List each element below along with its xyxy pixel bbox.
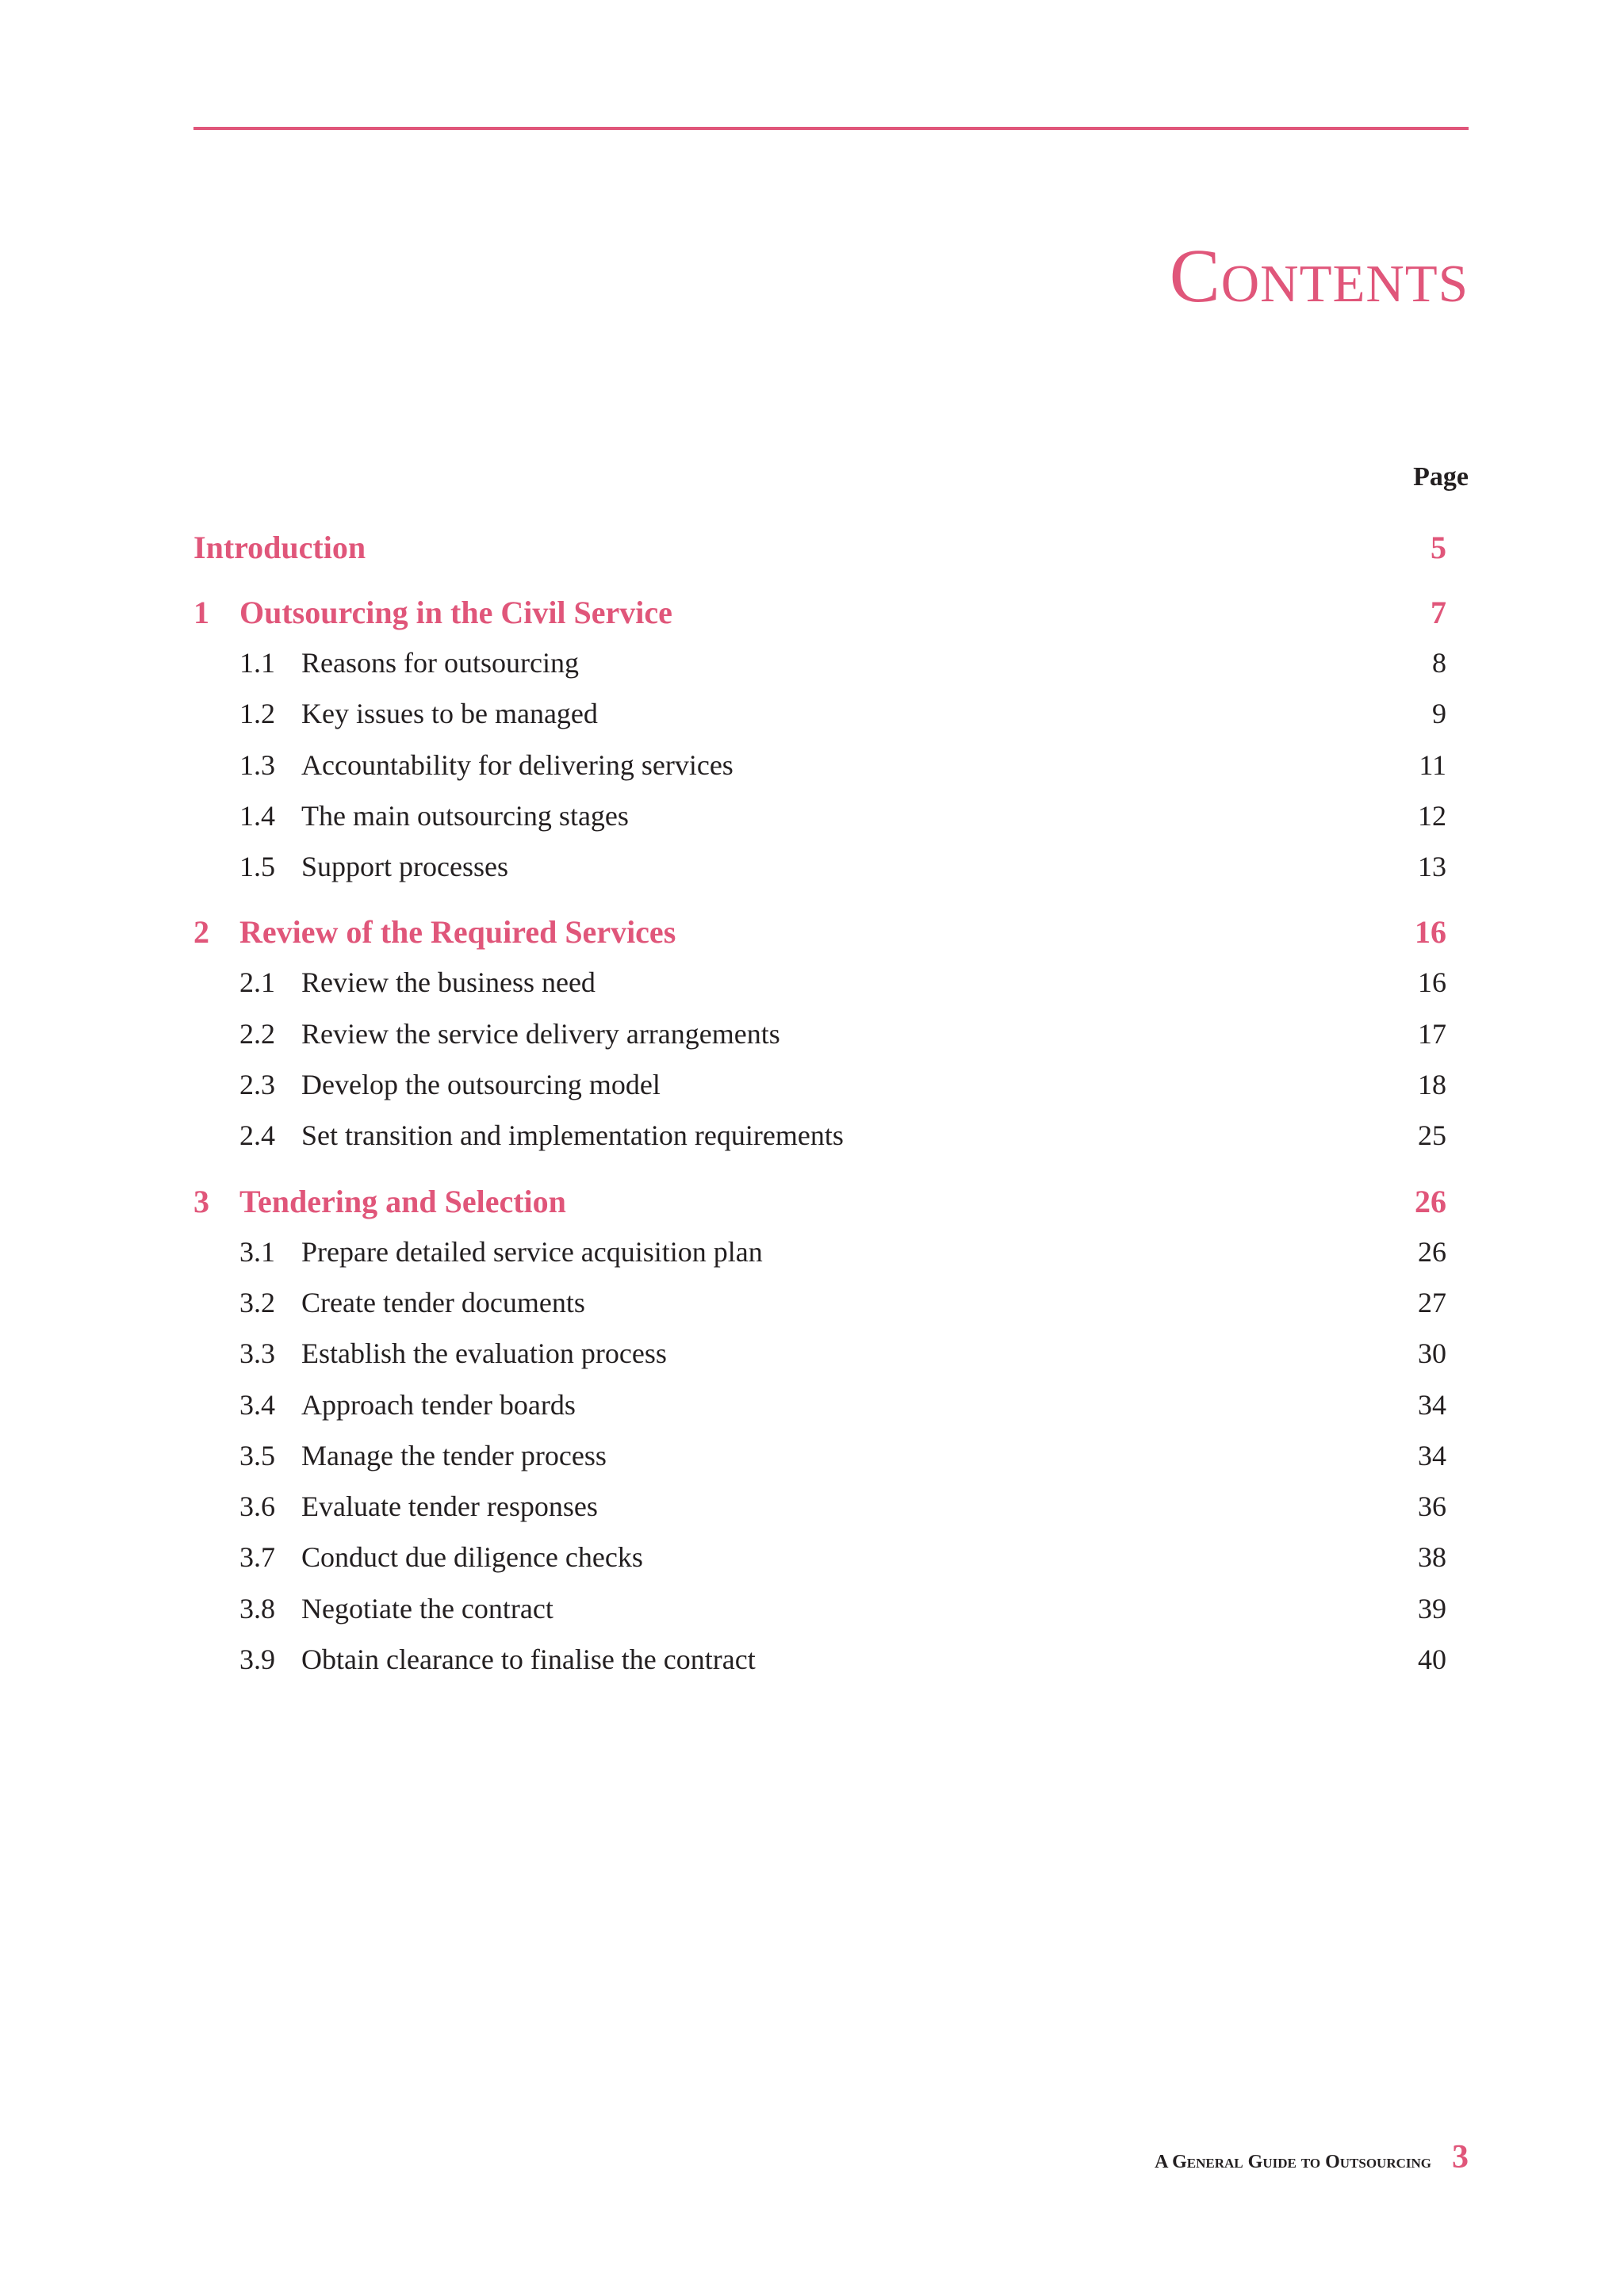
entry-number: 3.6 bbox=[239, 1490, 275, 1523]
entry-number: 3.4 bbox=[239, 1388, 275, 1421]
entry-number: 2.1 bbox=[239, 966, 275, 999]
entry-page-number: 12 bbox=[1418, 799, 1446, 832]
section-title: Introduction bbox=[193, 530, 366, 565]
toc-section bbox=[193, 523, 1469, 572]
section-page-number: 5 bbox=[1431, 530, 1446, 565]
section-number: 1 bbox=[193, 595, 209, 630]
entry-title: Review the business need bbox=[301, 966, 596, 999]
entry-page-number: 27 bbox=[1418, 1286, 1446, 1318]
section-page-number: 16 bbox=[1415, 914, 1446, 951]
toc-entry[interactable] bbox=[193, 1226, 1469, 1277]
toc-entry[interactable] bbox=[193, 1481, 1469, 1532]
entry-title: Create tender documents bbox=[301, 1286, 585, 1318]
entry-title: Review the service delivery arrangements bbox=[301, 1017, 780, 1050]
entry-number: 3.5 bbox=[239, 1439, 275, 1471]
section-page-number: 7 bbox=[1431, 595, 1446, 630]
entry-page-number: 16 bbox=[1418, 966, 1446, 999]
toc-entry[interactable] bbox=[193, 790, 1469, 841]
entry-title: Reasons for outsourcing bbox=[301, 647, 579, 679]
entry-title: Negotiate the contract bbox=[301, 1592, 553, 1624]
entry-number: 1.5 bbox=[239, 851, 275, 883]
toc-entry[interactable] bbox=[193, 740, 1469, 790]
entry-number: 1.2 bbox=[239, 698, 275, 730]
entry-number: 3.2 bbox=[239, 1286, 275, 1318]
entry-number: 3.8 bbox=[239, 1592, 275, 1624]
toc-entry[interactable] bbox=[193, 688, 1469, 739]
page-title: Contents bbox=[1169, 233, 1469, 318]
entry-page-number: 40 bbox=[1418, 1644, 1446, 1676]
page-footer bbox=[1155, 2141, 1469, 2174]
entry-number: 1.4 bbox=[239, 799, 275, 832]
section-page-number: 26 bbox=[1415, 1183, 1446, 1219]
toc-section bbox=[193, 908, 1469, 1161]
entry-page-number: 34 bbox=[1418, 1439, 1446, 1471]
toc-entry[interactable] bbox=[193, 1328, 1469, 1379]
page-column-header: Page bbox=[1413, 462, 1469, 492]
entry-title: Conduct due diligence checks bbox=[301, 1541, 643, 1574]
section-number: 2 bbox=[193, 914, 209, 951]
toc-section bbox=[193, 1177, 1469, 1686]
entry-page-number: 25 bbox=[1418, 1119, 1446, 1152]
entry-page-number: 36 bbox=[1418, 1490, 1446, 1523]
toc-section bbox=[193, 588, 1469, 892]
entry-page-number: 30 bbox=[1418, 1337, 1446, 1370]
section-number: 3 bbox=[193, 1183, 209, 1219]
entry-number: 3.7 bbox=[239, 1541, 275, 1574]
entry-page-number: 18 bbox=[1418, 1069, 1446, 1101]
toc-entry[interactable] bbox=[193, 1380, 1469, 1430]
footer-page-number: 3 bbox=[1452, 2139, 1469, 2175]
toc-entry[interactable] bbox=[193, 1583, 1469, 1634]
entry-page-number: 34 bbox=[1418, 1388, 1446, 1421]
entry-title: Key issues to be managed bbox=[301, 698, 598, 730]
toc-entry[interactable] bbox=[193, 957, 1469, 1008]
entry-number: 2.2 bbox=[239, 1017, 275, 1050]
toc-entry[interactable] bbox=[193, 1430, 1469, 1481]
toc-entry[interactable] bbox=[193, 1059, 1469, 1110]
entry-page-number: 26 bbox=[1418, 1235, 1446, 1268]
entry-page-number: 9 bbox=[1432, 698, 1446, 730]
toc-entry[interactable] bbox=[193, 1532, 1469, 1582]
entry-number: 2.3 bbox=[239, 1069, 275, 1101]
toc-section-heading[interactable] bbox=[193, 1177, 1469, 1226]
section-title: Tendering and Selection bbox=[239, 1183, 566, 1219]
toc-entry[interactable] bbox=[193, 1008, 1469, 1059]
toc-entry[interactable] bbox=[193, 637, 1469, 688]
entry-page-number: 11 bbox=[1419, 748, 1446, 781]
entry-title: The main outsourcing stages bbox=[301, 799, 629, 832]
top-rule bbox=[193, 127, 1469, 130]
toc-section-heading[interactable] bbox=[193, 523, 1469, 572]
entry-title: Prepare detailed service acquisition plan bbox=[301, 1235, 763, 1268]
entry-title: Evaluate tender responses bbox=[301, 1490, 598, 1523]
toc-entry[interactable] bbox=[193, 1634, 1469, 1685]
entry-page-number: 8 bbox=[1432, 647, 1446, 679]
entry-page-number: 17 bbox=[1418, 1017, 1446, 1050]
entry-title: Develop the outsourcing model bbox=[301, 1069, 661, 1101]
entry-number: 1.1 bbox=[239, 647, 275, 679]
entry-number: 2.4 bbox=[239, 1119, 275, 1152]
entry-title: Approach tender boards bbox=[301, 1388, 576, 1421]
entry-title: Establish the evaluation process bbox=[301, 1337, 667, 1370]
entry-title: Obtain clearance to finalise the contract bbox=[301, 1644, 756, 1676]
entry-number: 3.9 bbox=[239, 1644, 275, 1676]
entry-page-number: 13 bbox=[1418, 851, 1446, 883]
toc-section-heading[interactable] bbox=[193, 908, 1469, 957]
entry-title: Set transition and implementation requirements bbox=[301, 1119, 844, 1152]
toc-entry[interactable] bbox=[193, 841, 1469, 892]
footer-title: A General Guide to Outsourcing bbox=[1155, 2152, 1431, 2172]
entry-number: 3.1 bbox=[239, 1235, 275, 1268]
section-title: Review of the Required Services bbox=[239, 914, 676, 951]
entry-page-number: 39 bbox=[1418, 1592, 1446, 1624]
entry-number: 3.3 bbox=[239, 1337, 275, 1370]
entry-page-number: 38 bbox=[1418, 1541, 1446, 1574]
toc-entry[interactable] bbox=[193, 1277, 1469, 1328]
toc-entry[interactable] bbox=[193, 1110, 1469, 1161]
entry-number: 1.3 bbox=[239, 748, 275, 781]
section-title: Outsourcing in the Civil Service bbox=[239, 595, 672, 630]
entry-title: Manage the tender process bbox=[301, 1439, 607, 1471]
entry-title: Support processes bbox=[301, 851, 508, 883]
table-of-contents bbox=[193, 523, 1469, 1685]
toc-section-heading[interactable] bbox=[193, 588, 1469, 637]
entry-title: Accountability for delivering services bbox=[301, 748, 733, 781]
